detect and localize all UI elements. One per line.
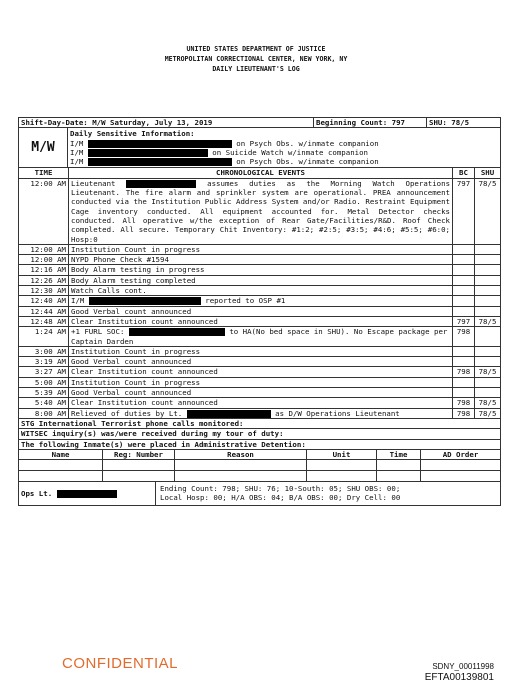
event-bc: 798 xyxy=(453,327,475,347)
event-row xyxy=(19,306,501,316)
event-time: 12:00 AM xyxy=(19,178,69,244)
col-events: CHRONOLOGICAL EVENTS xyxy=(69,168,453,178)
event-shu: 78/5 xyxy=(475,408,501,418)
event-text-post: as D/W Operations Lieutenant xyxy=(275,408,400,418)
event-text xyxy=(69,408,453,418)
event-time: 12:26 AM xyxy=(19,275,69,285)
event-text xyxy=(69,296,453,306)
ad-col-reg: Reg: Number xyxy=(103,449,175,459)
event-time: 5:39 AM xyxy=(19,388,69,398)
ad-table xyxy=(18,449,501,482)
event-time: 3:19 AM xyxy=(19,357,69,367)
event-row xyxy=(19,178,501,244)
event-text xyxy=(69,178,453,244)
event-text: NYPD Phone Check #1594 xyxy=(69,255,453,265)
event-text-post: to HA(No bed space in SHU). No Escape package per Captain Darden xyxy=(71,327,448,346)
note-stg: STG International Terrorist phone calls monitored: xyxy=(19,418,501,428)
redaction-bar xyxy=(187,410,271,418)
event-shu xyxy=(475,327,501,347)
event-bc xyxy=(453,306,475,316)
note-witsec: WITSEC inquiry(s) was/were received during my tour of duty: xyxy=(19,429,501,439)
event-bc: 797 xyxy=(453,178,475,244)
event-time: 12:30 AM xyxy=(19,286,69,296)
ending-count-table xyxy=(18,481,501,506)
event-time: 5:00 AM xyxy=(19,377,69,387)
doc-header-line1: UNITED STATES DEPARTMENT OF JUSTICE xyxy=(186,45,326,53)
event-text-pre: Lieutenant xyxy=(71,178,116,188)
doc-header-line2: METROPOLITAN CORRECTIONAL CENTER, NEW YORK, NY xyxy=(164,55,348,63)
redaction-bar xyxy=(129,328,225,336)
bates-efta: EFTA00139801 xyxy=(424,672,494,683)
event-bc xyxy=(453,388,475,398)
sensitive-info-table xyxy=(18,127,501,168)
ad-col-unit: Unit xyxy=(307,449,377,459)
event-shu xyxy=(475,296,501,306)
ad-col-order: AD Order xyxy=(421,449,501,459)
event-time: 12:00 AM xyxy=(19,244,69,254)
event-shu: 78/5 xyxy=(475,367,501,377)
event-row xyxy=(19,265,501,275)
event-time: 12:44 AM xyxy=(19,306,69,316)
ad-col-time: Time xyxy=(377,449,421,459)
event-row xyxy=(19,346,501,356)
event-time: 1:24 AM xyxy=(19,327,69,347)
redaction-bar xyxy=(126,180,196,188)
event-text: Clear Institution count announced xyxy=(69,398,453,408)
event-row xyxy=(19,316,501,326)
event-time: 5:40 AM xyxy=(19,398,69,408)
redaction-bar xyxy=(57,490,117,498)
col-shu: SHU xyxy=(475,168,501,178)
event-text-pre: +1 FURL SOC: xyxy=(71,327,125,337)
log-frame xyxy=(18,117,501,506)
event-text xyxy=(69,327,453,347)
event-row xyxy=(19,377,501,387)
event-shu: 78/5 xyxy=(475,316,501,326)
event-text: Body Alarm testing completed xyxy=(69,275,453,285)
redaction-bar xyxy=(88,149,208,157)
sensitive-line: I/M on Psych Obs. w/inmate companion xyxy=(70,157,379,167)
beginning-count: Beginning Count: 797 xyxy=(314,118,427,128)
event-text: Institution Count in progress xyxy=(69,377,453,387)
event-shu: 78/5 xyxy=(475,178,501,244)
event-row xyxy=(19,398,501,408)
notes-table xyxy=(18,418,501,450)
ad-col-name: Name xyxy=(19,449,103,459)
event-row xyxy=(19,327,501,347)
event-shu xyxy=(475,255,501,265)
event-bc xyxy=(453,377,475,387)
event-row xyxy=(19,255,501,265)
event-text: Clear Institution count announced xyxy=(69,367,453,377)
event-row xyxy=(19,286,501,296)
event-row xyxy=(19,367,501,377)
event-shu: 78/5 xyxy=(475,398,501,408)
event-text: Institution Count in progress xyxy=(69,346,453,356)
event-shu xyxy=(475,388,501,398)
ad-col-reason: Reason xyxy=(175,449,307,459)
event-shu xyxy=(475,377,501,387)
event-bc: 798 xyxy=(453,367,475,377)
sensitive-info xyxy=(68,128,501,168)
event-bc xyxy=(453,346,475,356)
event-text: Good Verbal count announced xyxy=(69,357,453,367)
confidential-stamp: CONFIDENTIAL xyxy=(62,655,179,672)
event-row xyxy=(19,275,501,285)
event-bc xyxy=(453,286,475,296)
events-table xyxy=(18,167,501,418)
event-time: 8:00 AM xyxy=(19,408,69,418)
event-row xyxy=(19,296,501,306)
event-bc xyxy=(453,275,475,285)
event-bc xyxy=(453,244,475,254)
event-text-post: assumes duties as the Morning Watch Operations Lieutenant. The fire alarm and sprinkler system are operational. PREA announcement conducted via the Institution Public Address System and/or Radio. Restraint Equipment Cage inventory conducted. All equipment accounted for. Metal Detector checks conducted. All operative w/the exception of Rear Gate/Facilities/R&D. Roof Check completed. All secure. Temporary Chit Inventory: #1:2; #2:5; #3:5; #4:6; #5:5; #6:0; Hosp:0 xyxy=(71,178,451,244)
event-time: 3:27 AM xyxy=(19,367,69,377)
bates-numbers xyxy=(425,661,494,683)
note-admin-detention: The following Inmate(s) were placed in Administrative Detention: xyxy=(19,439,501,449)
event-bc xyxy=(453,357,475,367)
event-shu xyxy=(475,286,501,296)
event-bc: 798 xyxy=(453,398,475,408)
doc-header-line3: DAILY LIEUTENANT'S LOG xyxy=(212,65,300,73)
sensitive-title: Daily Sensitive Information: xyxy=(70,129,195,139)
shift-code: M/W xyxy=(19,128,68,168)
event-text: Clear Institution count announced xyxy=(69,316,453,326)
event-time: 3:00 AM xyxy=(19,346,69,356)
event-row xyxy=(19,244,501,254)
event-bc: 797 xyxy=(453,316,475,326)
event-row xyxy=(19,357,501,367)
shift-day-date: Shift-Day-Date: M/W Saturday, July 13, 2019 xyxy=(19,118,314,128)
event-text: Institution Count in progress xyxy=(69,244,453,254)
shu-count: SHU: 78/5 xyxy=(427,118,501,128)
event-text-post: reported to OSP #1 xyxy=(205,296,286,306)
event-shu xyxy=(475,346,501,356)
event-text-pre: I/M xyxy=(71,296,85,306)
event-row xyxy=(19,388,501,398)
event-shu xyxy=(475,306,501,316)
event-shu xyxy=(475,357,501,367)
event-text-pre: Relieved of duties by Lt. xyxy=(71,408,183,418)
event-time: 12:00 AM xyxy=(19,255,69,265)
event-bc xyxy=(453,255,475,265)
event-bc xyxy=(453,296,475,306)
sensitive-line: I/M on Suicide Watch w/inmate companion xyxy=(70,147,368,157)
ops-lt-cell: Ops Lt. xyxy=(19,482,156,506)
event-bc: 798 xyxy=(453,408,475,418)
bates-sdny: SDNY_00011998 xyxy=(432,662,494,671)
ending-count: Ending Count: 798; SHU: 76; 10-South: 05; SHU OBS: 00; Local Hosp: 00; H/A OBS: 04; B/A OBS: 00; Dry Cell: 00 xyxy=(156,482,501,506)
event-text: Good Verbal count announced xyxy=(69,388,453,398)
event-time: 12:48 AM xyxy=(19,316,69,326)
col-bc: BC xyxy=(453,168,475,178)
event-text: Body Alarm testing in progress xyxy=(69,265,453,275)
event-shu xyxy=(475,265,501,275)
sensitive-line: I/M on Psych Obs. w/inmate companion xyxy=(70,138,379,148)
col-time: TIME xyxy=(19,168,69,178)
event-row xyxy=(19,408,501,418)
event-time: 12:40 AM xyxy=(19,296,69,306)
event-shu xyxy=(475,275,501,285)
redaction-bar xyxy=(89,297,201,305)
event-shu xyxy=(475,244,501,254)
event-bc xyxy=(453,265,475,275)
redaction-bar xyxy=(88,158,232,166)
event-text: Watch Calls cont. xyxy=(69,286,453,296)
redaction-bar xyxy=(88,140,232,148)
event-text: Good Verbal count announced xyxy=(69,306,453,316)
event-time: 12:16 AM xyxy=(19,265,69,275)
